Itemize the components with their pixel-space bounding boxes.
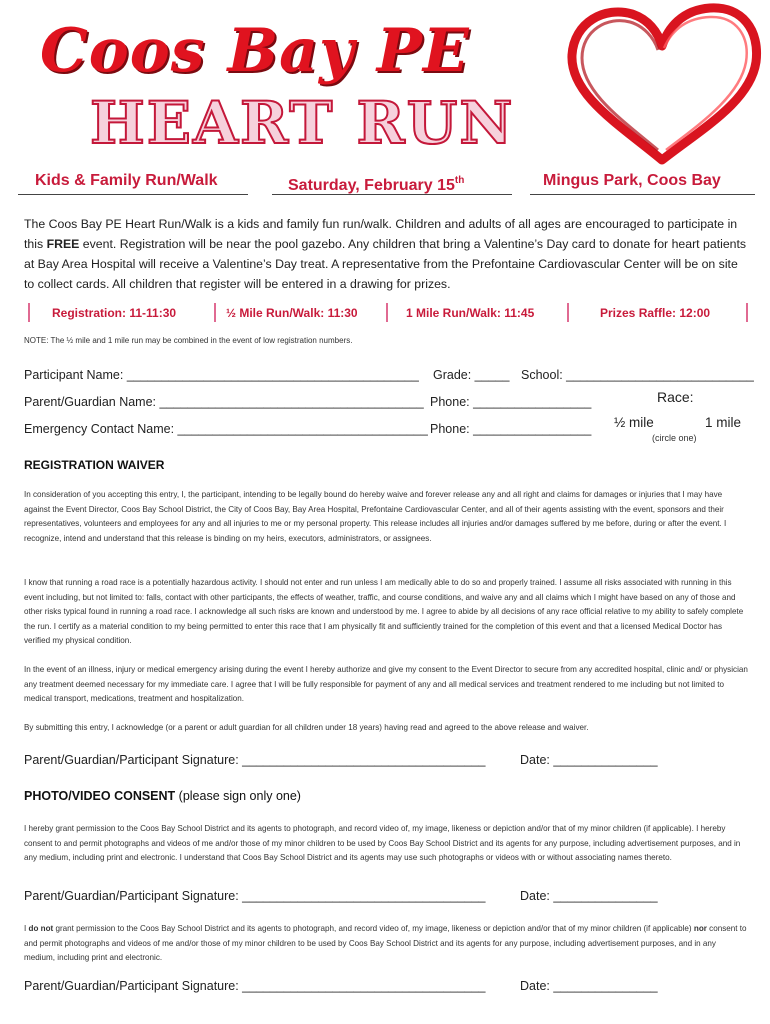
waiver-signature-field[interactable]: Parent/Guardian/Participant Signature: ___________________________________ (24, 753, 486, 767)
schedule-divider (386, 303, 388, 322)
photo-consent-title: PHOTO/VIDEO CONSENT (24, 789, 176, 803)
race-option-half-mile[interactable]: ½ mile (614, 415, 654, 430)
deny-emphasis: do not (28, 924, 54, 933)
circle-one-hint: (circle one) (652, 433, 697, 443)
waiver-paragraph: In the event of an illness, injury or medical emergency arising during the event I hereby authorize and give my consent to the Event Director to secure from any accredited hospital, clinic and/ or physician any treatment deemed necessary for my immediate care. I agree that I will be fully responsible for payment of any and all medical services and treatment rendered to me including but not limited to medical transport, medications, treatment and hospitalization. (24, 665, 748, 703)
photo-consent-heading (24, 789, 301, 803)
emergency-phone-field[interactable]: Phone: _________________ (430, 422, 592, 436)
title-coos-bay-pe: Coos Bay PE (40, 16, 470, 86)
waiver-paragraph: In consideration of you accepting this entry, I, the participant, intending to be legally bound do hereby waive and forever release any and all right and claims for damages or injuries that I may have against the Event Director, Coos Bay School District, the City of Coos Bay, Bay Area Hospital, Prefontaine Cardiovascular Center, and all of their agents assisting with the event, sponsors and their representatives, volunteers and employees for any and all injuries to me or my personal property. This release includes all injuries and/or damages suffered by me before, during or after the event. I recognize, intend and understand that this release is binding on my heirs, executors, administrators, or assignees. (24, 490, 727, 543)
photo-consent-instruction: (please sign only one) (175, 789, 301, 803)
grade-field[interactable]: Grade: _____ (433, 368, 510, 382)
schedule-registration: Registration: 11-11:30 (52, 306, 177, 320)
schedule-one-mile: 1 Mile Run/Walk: 11:45 (406, 306, 535, 320)
photo-grant-signature-field[interactable]: Parent/Guardian/Participant Signature: ___________________________________ (24, 889, 486, 903)
waiver-paragraph: By submitting this entry, I acknowledge (or a parent or adult guardian for all children under 18 years) having read and agreed to the above release and waiver. (24, 723, 589, 732)
divider (530, 194, 755, 195)
parent-guardian-name-field[interactable]: Parent/Guardian Name: ______________________________________ (24, 395, 424, 409)
waiver-heading: REGISTRATION WAIVER (24, 458, 165, 472)
photo-grant-paragraph: I hereby grant permission to the Coos Bay School District and its agents to photograph, and record video of, my image, likeness or depiction and/or that of my minor children (if applicable). I hereby consent to and permit photographs and videos of me and/or those of my minor children to be used by Coos Bay School District and its agents for any purpose, including advertisement purposes, and in any medium, including print and electronic. I understand that Coos Bay School District and its agents may use such photographs or videos with or without associating names thereto. (24, 824, 741, 862)
emergency-contact-field[interactable]: Emergency Contact Name: ____________________________________ (24, 422, 428, 436)
deny-text: grant permission to the Coos Bay School District and its agents to photograph, and record video of, my image, likeness or depiction and/or that of my minor children (if applicable) (53, 924, 694, 933)
divider (18, 194, 248, 195)
photo-deny-paragraph (24, 922, 748, 966)
schedule-divider (214, 303, 216, 322)
divider (272, 194, 512, 195)
school-field[interactable]: School: ___________________________ (521, 368, 754, 382)
schedule (22, 301, 750, 325)
deny-text: consent to and permit photographs and videos of me and/or those of my minor children to be used by Coos Bay School District and its agents for any purpose, including advertisement purposes, and in any medium, including print and electronic. (24, 924, 747, 962)
deny-emphasis: nor (693, 924, 707, 933)
waiver-date-field[interactable]: Date: _______________ (520, 753, 658, 767)
intro-text: event. Registration will be near the pool gazebo. Any children that bring a Valentine’s Day card to donate for heart patients at Bay Area Hospital will receive a Valentine’s Day treat. A representative from the Prefontaine Cardiovascular Center will be on site to collect cards. All children that register will be entered in a drawing for prizes. (24, 237, 747, 291)
photo-deny-date-field[interactable]: Date: _______________ (520, 979, 658, 993)
title-heart-run: HEART RUN (90, 89, 515, 157)
deny-text: I (24, 924, 29, 933)
race-label: Race: (657, 389, 694, 405)
photo-deny-signature-field[interactable]: Parent/Guardian/Participant Signature: ___________________________________ (24, 979, 486, 993)
waiver-paragraph: I know that running a road race is a potentially hazardous activity. I should not enter and run unless I am medically able to do so and properly trained. I assume all risks associated with running in this event including, but not limited to: falls, contact with other participants, the effects of weather, traffic, and course conditions, and waive any and all claims which I might have based on any of those and other risks typical found in running a road race. I acknowledge all such risks are known and understood by me. I agree to abide by all decisions of any race official relative to my ability to safely complete the run. I certify as a material condition to my being permitted to enter this race that I am physically fit and sufficiently trained for the completion of this event and that a licensed Medical Doctor has verified my physical condition. (24, 578, 744, 645)
event-location: Mingus Park, Coos Bay (543, 172, 721, 189)
note: NOTE: The ½ mile and 1 mile run may be combined in the event of low registration numbers. (24, 336, 353, 345)
intro-paragraph (24, 214, 748, 294)
intro-free: FREE (46, 237, 80, 251)
photo-grant-date-field[interactable]: Date: _______________ (520, 889, 658, 903)
participant-name-field[interactable]: Participant Name: __________________________________________ (24, 368, 419, 382)
event-type: Kids & Family Run/Walk (35, 172, 218, 189)
event-date-suffix: th (454, 175, 465, 186)
schedule-divider (567, 303, 569, 322)
event-date-text: Saturday, February 15 (288, 177, 455, 194)
phone-field[interactable]: Phone: _________________ (430, 395, 592, 409)
schedule-half-mile: ½ Mile Run/Walk: 11:30 (226, 306, 358, 320)
race-option-one-mile[interactable]: 1 mile (705, 415, 742, 430)
schedule-prizes: Prizes Raffle: 12:00 (600, 306, 711, 320)
schedule-divider (746, 303, 748, 322)
intro-text: The Coos Bay PE Heart Run/Walk is a kids and family fun run/walk. Children and adults of all ages are encouraged to participate in this (24, 217, 738, 251)
header (0, 0, 770, 160)
heart-icon (560, 0, 765, 175)
event-date (288, 170, 464, 197)
schedule-divider (28, 303, 30, 322)
